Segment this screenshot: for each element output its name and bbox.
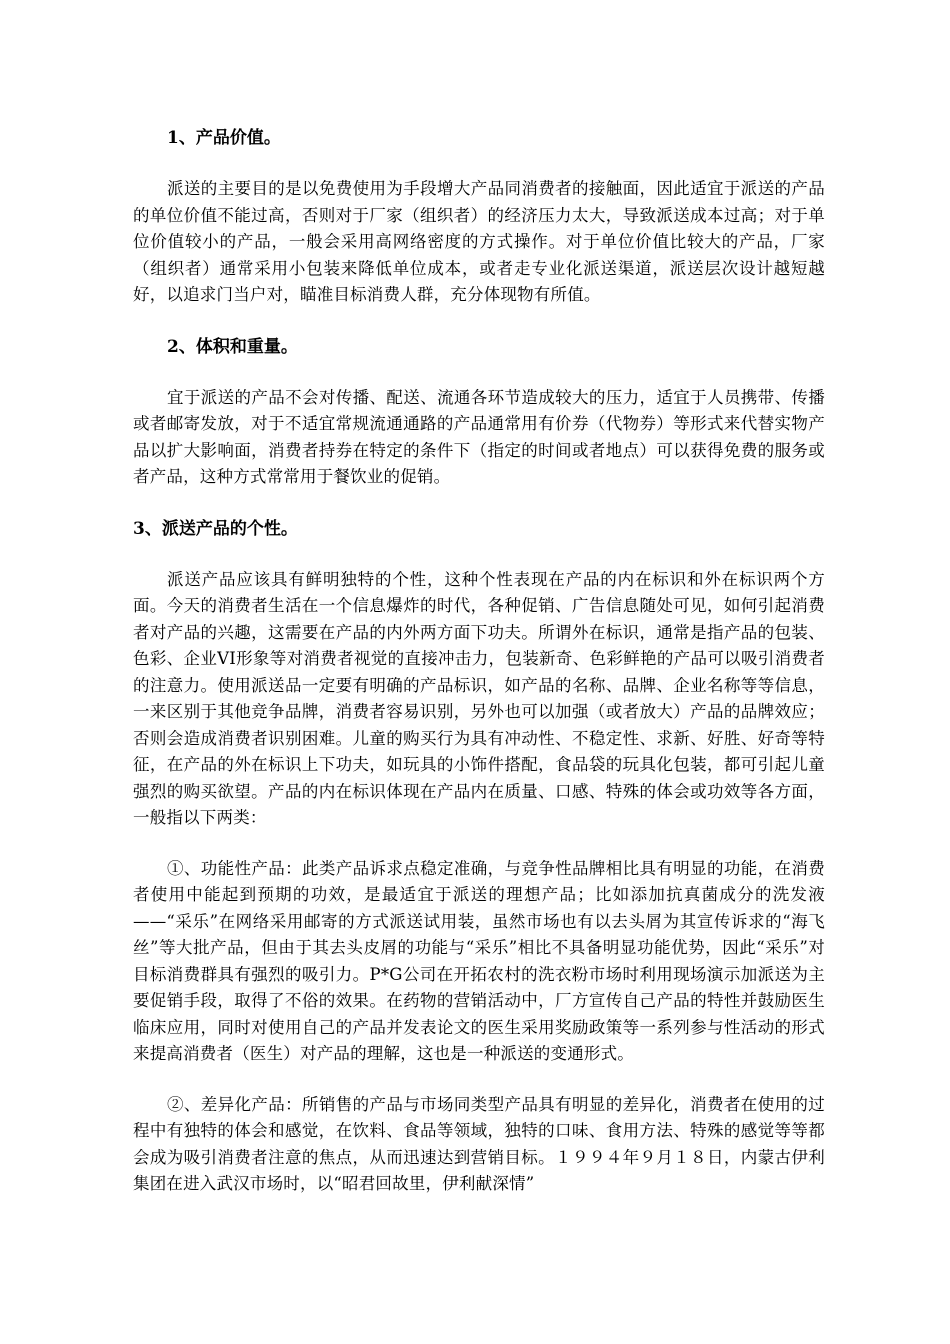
paragraph-functional-products: ①、功能性产品：此类产品诉求点稳定准确，与竞争性品牌相比具有明显的功能，在消费者使用中能起到预期的功效，是最适宜于派送的理想产品；比如添加抗真菌成分的洗发液——“采乐”在网络采用邮寄的方式派送试用装，虽然市场也有以去头屑为其宣传诉求的“海飞丝”等大批产品，但由于其去头皮屑的功能与“采乐”相比不具备明显功能优势，因此“采乐”对目标消费群具有强烈的吸引力。P*G公司在开拓农村的洗衣粉市场时利用现场演示加派送为主要促销手段，取得了不俗的效果。在药物的营销活动中，厂方宣传自己产品的特性并鼓励医生临床应用，同时对使用自己的产品并发表论文的医生采用奖励政策等一系列参与性活动的形式来提高消费者（医生）对产品的理解，这也是一种派送的变通形式。 xyxy=(133,858,825,1063)
paragraph-differentiated-products: ②、差异化产品：所销售的产品与市场同类型产品具有明显的差异化，消费者在使用的过程中有独特的体会和感觉，在饮料、食品等领域，独特的口味、食用方法、特殊的感觉等等都会成为吸引消费者注意的焦点，从而迅速达到营销目标。１９９４年９月１８日，内蒙古伊利集团在进入武汉市场时，以“昭君回故里，伊利献深情” xyxy=(133,1094,825,1193)
document-body xyxy=(133,124,825,1198)
paragraph-product-value: 派送的主要目的是以免费使用为手段增大产品同消费者的接触面，因此适宜于派送的产品的单位价值不能过高，否则对于厂家（组织者）的经济压力太大，导致派送成本过高；对于单位价值较小的产品，一般会采用高网络密度的方式操作。对于单位价值比较大的产品，厂家（组织者）通常采用小包装来降低单位成本，或者走专业化派送渠道，派送层次设计越短越好，以追求门当户对，瞄准目标消费人群，充分体现物有所值。 xyxy=(133,179,825,304)
section-heading-volume-weight: 2、体积和重量。 xyxy=(167,336,298,357)
paragraph-volume-weight: 宜于派送的产品不会对传播、配送、流通各环节造成较大的压力，适宜于人员携带、传播或者邮寄发放，对于不适宜常规流通通路的产品通常用有价券（代物券）等形式来代替实物产品以扩大影响面，消费者持券在特定的条件下（指定的时间或者地点）可以获得免费的服务或者产品，这种方式常常用于餐饮业的促销。 xyxy=(133,387,825,486)
section-heading-product-value: 1、产品价值。 xyxy=(167,128,281,148)
section-heading-product-personality: 3、派送产品的个性。 xyxy=(133,518,298,539)
paragraph-product-personality: 派送产品应该具有鲜明独特的个性，这种个性表现在产品的内在标识和外在标识两个方面。今天的消费者生活在一个信息爆炸的时代，各种促销、广告信息随处可见，如何引起消费者对产品的兴趣，这需要在产品的内外两方面下功夫。所谓外在标识，通常是指产品的包装、色彩、企业VI形象等对消费者视觉的直接冲击力，包装新奇、色彩鲜艳的产品可以吸引消费者的注意力。使用派送品一定要有明确的产品标识，如产品的名称、品牌、企业名称等等信息，一来区别于其他竞争品牌，消费者容易识别，另外也可以加强（或者放大）产品的品牌效应；否则会造成消费者识别困难。儿童的购买行为具有冲动性、不稳定性、求新、好胜、好奇等特征，在产品的外在标识上下功夫，如玩具的小饰件搭配，食品袋的玩具化包装，都可引起儿童强烈的购买欲望。产品的内在标识体现在产品内在质量、口感、特殊的体会或功效等各方面，一般指以下两类： xyxy=(133,569,825,827)
